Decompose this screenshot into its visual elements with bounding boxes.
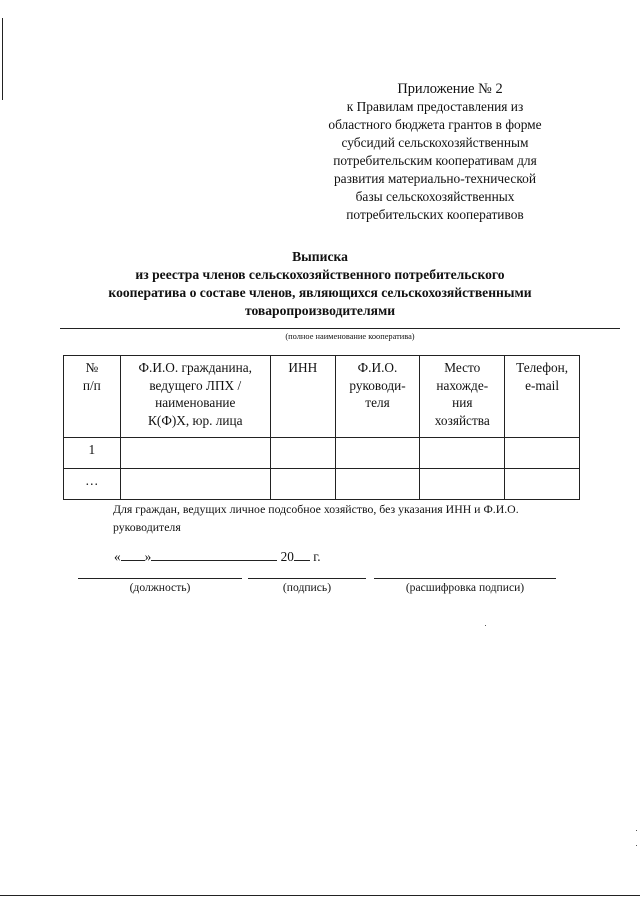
annex-line: потребительским кооперативам для — [333, 153, 537, 168]
table-cell — [120, 438, 270, 469]
table-cell — [505, 469, 580, 500]
signature-line — [248, 578, 366, 579]
annex-line: субсидий сельскохозяйственным — [341, 135, 529, 150]
day-blank — [121, 548, 145, 561]
annex-line: развития материально-технической — [333, 171, 537, 186]
annex-line: потребительских кооперативов — [346, 207, 524, 222]
registry-table — [63, 355, 580, 500]
table-cell — [335, 469, 420, 500]
signature-decoding-line — [374, 578, 556, 579]
document-heading — [60, 248, 580, 320]
scan-speck — [485, 625, 486, 626]
cooperative-name-caption: (полное наименование кооператива) — [285, 332, 415, 341]
annex-line: к Правилам предоставления из — [346, 99, 524, 114]
column-header-name: Ф.И.О. гражданина, ведущего ЛПХ / наименование К(Ф)Х, юр. лица — [120, 356, 270, 438]
column-header-head: Ф.И.О. руководи- теля — [335, 356, 420, 438]
table-cell — [420, 469, 505, 500]
annex-block — [300, 80, 570, 224]
signature-caption: (подпись) — [282, 581, 332, 594]
column-header-location: Место нахожде- ния хозяйства — [420, 356, 505, 438]
date-line — [114, 548, 321, 565]
position-line — [78, 578, 242, 579]
scan-speck — [636, 845, 637, 846]
annex-title: Приложение № 2 — [397, 81, 503, 97]
scan-speck — [636, 830, 637, 831]
heading-title: Выписка — [292, 249, 348, 264]
table-cell — [270, 469, 335, 500]
year-suffix: г. — [313, 549, 321, 564]
scan-edge-left — [2, 18, 3, 100]
column-header-inn: ИНН — [270, 356, 335, 438]
date-close-quote: » — [144, 549, 152, 564]
footnote-text: Для граждан, ведущих личное подсобное хозяйство, без указания ИНН и Ф.И.О. руководителя — [113, 502, 519, 534]
year-blank — [294, 548, 310, 561]
month-blank — [151, 548, 277, 561]
table-cell — [505, 438, 580, 469]
heading-line: товаропроизводителями — [244, 303, 396, 318]
heading-line: кооператива о составе членов, являющихся сельскохозяйственными — [108, 285, 532, 300]
table-cell: 1 — [64, 438, 121, 469]
year-prefix: 20 — [280, 549, 294, 564]
date-open-quote: « — [114, 549, 121, 564]
table-cell — [270, 438, 335, 469]
column-header-number: № п/п — [64, 356, 121, 438]
scan-edge-bottom — [0, 895, 640, 896]
table-cell: … — [64, 469, 121, 500]
table-header-row — [64, 356, 580, 438]
signature-decoding-caption: (расшифровка подписи) — [405, 581, 525, 594]
position-caption: (должность) — [129, 581, 191, 594]
annex-line: областного бюджета грантов в форме — [328, 117, 542, 132]
annex-line: базы сельскохозяйственных — [355, 189, 515, 204]
heading-line: из реестра членов сельскохозяйственного потребительского — [135, 267, 505, 282]
table-cell — [120, 469, 270, 500]
table-row — [64, 438, 580, 469]
column-header-contacts: Телефон, e-mail — [505, 356, 580, 438]
table-cell — [420, 438, 505, 469]
table-row — [64, 469, 580, 500]
table-cell — [335, 438, 420, 469]
cooperative-name-line — [60, 328, 620, 329]
